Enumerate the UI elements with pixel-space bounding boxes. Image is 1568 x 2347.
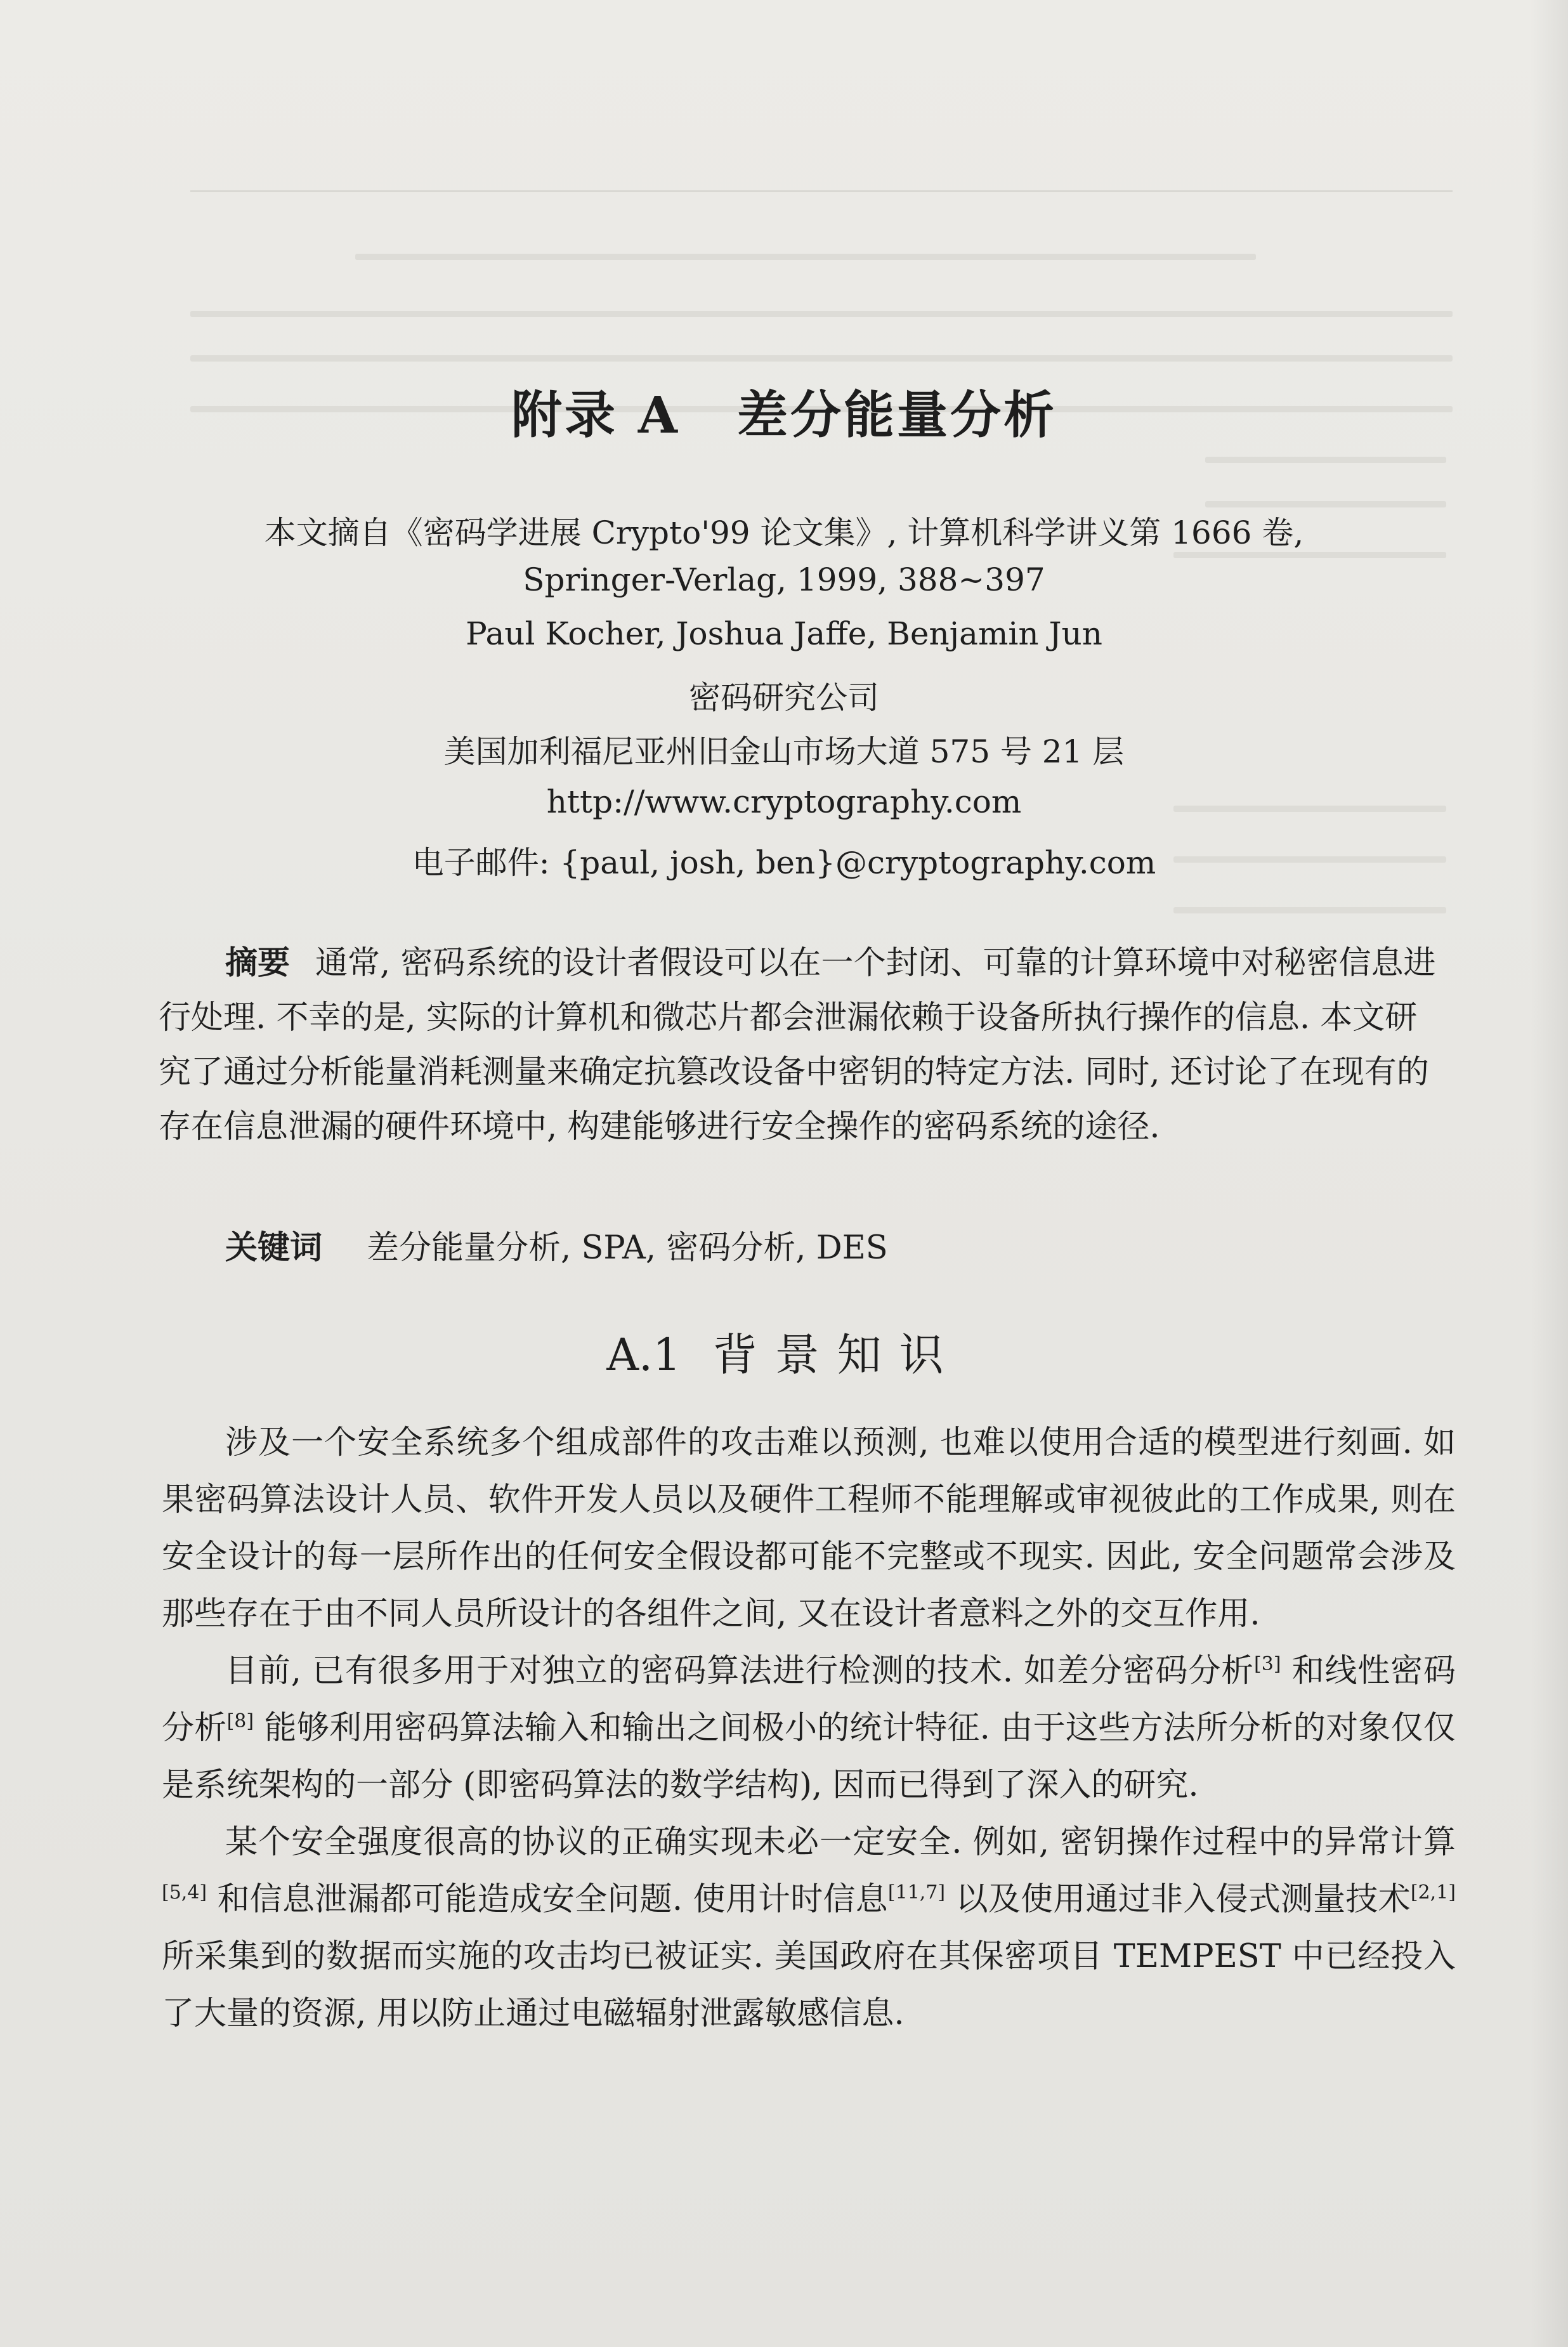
appendix-label: 附录 A bbox=[511, 385, 680, 445]
section-heading bbox=[0, 1319, 1568, 1383]
abstract bbox=[159, 936, 1446, 1154]
authors: Paul Kocher, Joshua Jaffe, Benjamin Jun bbox=[466, 615, 1102, 652]
appendix-title bbox=[0, 374, 1568, 447]
citation-ref: [5,4] bbox=[162, 1881, 207, 1904]
paragraph-2-text: 能够利用密码算法输入和输出之间极小的统计特征. 由于这些方法所分析的对象仅仅是系统架构的一部分 (即密码算法的数学结构), 因而已得到了深入的研究. bbox=[162, 1710, 1456, 1804]
keywords bbox=[225, 1221, 888, 1268]
bleed-through-line bbox=[1205, 501, 1446, 507]
citation-ref: [2,1] bbox=[1410, 1881, 1456, 1904]
bleed-through-line bbox=[190, 311, 1453, 317]
citation-ref: [3] bbox=[1254, 1653, 1281, 1675]
paragraph-2-text: 和线性密码分析 bbox=[162, 1652, 1456, 1747]
paragraph-2 bbox=[162, 1643, 1456, 1814]
keywords-value: 差分能量分析, SPA, 密码分析, DES bbox=[367, 1229, 888, 1267]
paragraph-3 bbox=[162, 1814, 1456, 2043]
section-body bbox=[162, 1415, 1456, 2043]
email-line bbox=[0, 837, 1568, 883]
paragraph-1: 涉及一个安全系统多个组成部件的攻击难以预测, 也难以使用合适的模型进行刻画. 如果密码算法设计人员、软件开发人员以及硬件工程师不能理解或审视彼此的工作成果, 则在安全设计的每一层所作出的任何安全假设都可能不完整或不现实. 因此, 安全问题常会涉及那些存在于由不同人员所设计的各组件之间, 又在设计者意料之外的交互作用. bbox=[162, 1424, 1456, 1633]
source-line-1: 本文摘自《密码学进展 Crypto'99 论文集》, 计算机科学讲义第 1666 卷, bbox=[264, 514, 1304, 551]
paragraph-3-text: 以及使用通过非入侵式测量技术 bbox=[945, 1881, 1411, 1918]
section-number: A.1 bbox=[606, 1329, 681, 1381]
appendix-name: 差分能量分析 bbox=[736, 385, 1057, 445]
email-value: {paul, josh, ben}@cryptography.com bbox=[559, 844, 1156, 881]
paragraph-3-text: 某个安全强度很高的协议的正确实现未必一定安全. 例如, 密钥操作过程中的异常计算 bbox=[225, 1824, 1456, 1861]
website-url: http://www.cryptography.com bbox=[546, 783, 1022, 820]
citation-ref: [11,7] bbox=[887, 1881, 946, 1904]
abstract-text: 通常, 密码系统的设计者假设可以在一个封闭、可靠的计算环境中对秘密信息进行处理. 不幸的是, 实际的计算机和微芯片都会泄漏依赖于设备所执行操作的信息. 本文研究了通过分析能量消耗测量来确定抗篡改设备中密钥的特定方法. 同时, 还讨论了在现有的存在信息泄漏的硬件环境中, 构建能够进行安全操作的密码系统的途径. bbox=[159, 945, 1436, 1146]
bleed-through-line bbox=[190, 355, 1453, 362]
keywords-label: 关键词 bbox=[225, 1229, 323, 1267]
bleed-through-line bbox=[1205, 457, 1446, 463]
bleed-through-header-rule bbox=[190, 190, 1453, 192]
section-title: 背景知识 bbox=[712, 1329, 962, 1381]
paragraph-3-text: 所采集到的数据而实施的攻击均已被证实. 美国政府在其保密项目 TEMPEST 中已经投入了大量的资源, 用以防止通过电磁辐射泄露敏感信息. bbox=[162, 1938, 1456, 2032]
source-line-2: Springer-Verlag, 1999, 388~397 bbox=[523, 561, 1045, 598]
page-edge-shadow bbox=[1530, 0, 1568, 2347]
email-label: 电子邮件: bbox=[412, 844, 550, 881]
affiliation: 密码研究公司 bbox=[689, 679, 879, 716]
citation-ref: [8] bbox=[226, 1710, 254, 1732]
paragraph-3-text: 和信息泄漏都可能造成安全问题. 使用计时信息 bbox=[207, 1881, 888, 1918]
bleed-through-line bbox=[1173, 907, 1446, 913]
bleed-through-line bbox=[355, 254, 1256, 260]
paragraph-2-text: 目前, 已有很多用于对独立的密码算法进行检测的技术. 如差分密码分析 bbox=[225, 1652, 1255, 1690]
abstract-label: 摘要 bbox=[225, 944, 291, 982]
address: 美国加利福尼亚州旧金山市场大道 575 号 21 层 bbox=[443, 733, 1125, 770]
